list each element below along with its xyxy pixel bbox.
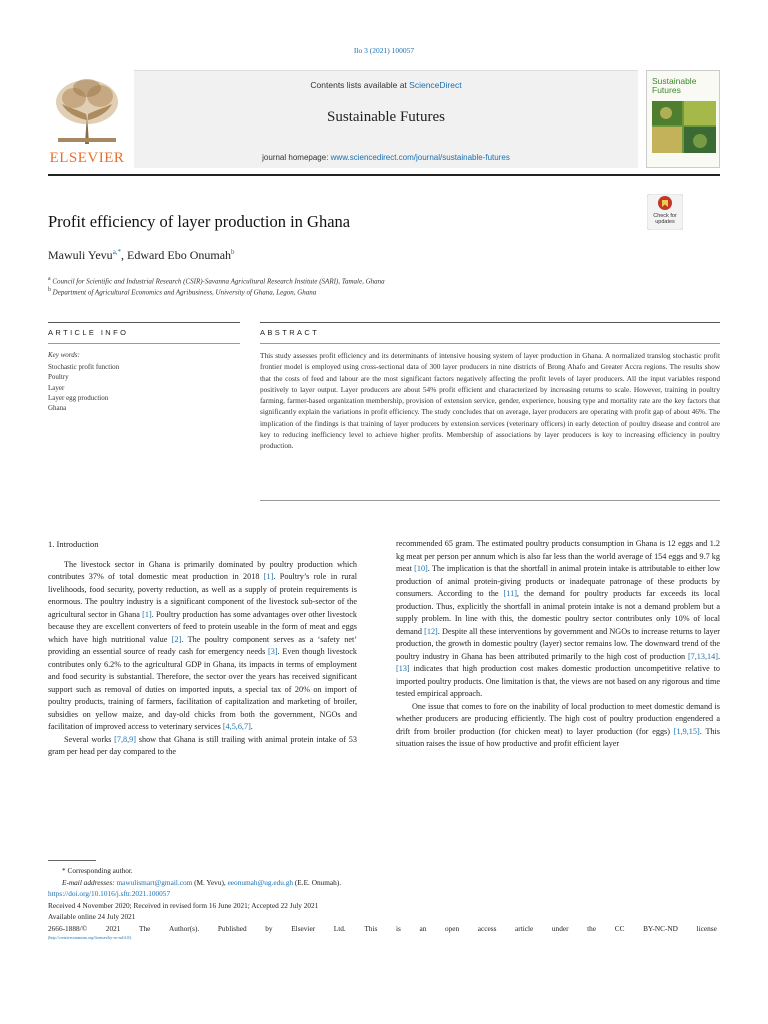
license-word: open — [444, 923, 460, 933]
citation-link[interactable]: [10] — [414, 564, 428, 573]
article-info-rule — [48, 343, 240, 344]
homepage-label: journal homepage: — [262, 153, 331, 162]
citation-link[interactable]: [13] — [396, 664, 410, 673]
email-owner: (E.E. Onumah). — [293, 877, 342, 887]
license-url-link[interactable]: (http://creativecommons.org/licenses/by-nc-nd/4.0/). — [48, 935, 133, 940]
email-label: E-mail addresses: — [62, 877, 117, 887]
citation-link[interactable]: [3] — [268, 647, 278, 656]
contents-line — [134, 80, 638, 90]
elsevier-wordmark: ELSEVIER — [49, 150, 125, 166]
body-text: Several works — [64, 734, 115, 744]
body-column-right — [396, 538, 720, 751]
citation-link[interactable]: [12] — [424, 626, 438, 636]
license-word: an — [419, 923, 427, 933]
license-word: Published — [217, 923, 247, 933]
license-word: the — [587, 923, 597, 933]
body-text: . Even though livestock contributes only 6.2% to the agricultural GDP in Ghana, its impacts in terms of employment and food security is substantial. Therefore, the sector over the years has received significant support such as removal of duties on imported inputs, a special tax of 20% on import of poultry products, training of farmers, facilitation of capitalization and marketing of broiler, subsidies on yellow maize, and day-old chicks from both the government, NGOs and facilitation of improved access to veterinary services — [48, 647, 357, 731]
body-text: . Poultry production has some advantages over other livestock because they are excellent converters of feed to protein useable in the form of meat and eggs which have high nutritional value — [48, 609, 357, 644]
corresponding-author-note: * Corresponding author. — [62, 866, 133, 875]
header-divider — [48, 174, 720, 176]
email-line — [48, 877, 720, 889]
citation-link[interactable]: [7,8,9] — [114, 734, 136, 744]
email-link-onumah[interactable]: eeonumah@ug.edu.gh — [227, 877, 294, 887]
received-dates: Received 4 November 2020; Received in revised form 16 June 2021; Accepted 22 July 2021 — [48, 900, 319, 910]
body-text: . The poultry component serves as a ‘safety net’ providing an essential source of ready cash for emergency needs — [48, 634, 357, 656]
journal-reference[interactable]: Ilo 3 (2021) 100057 — [353, 46, 415, 55]
keyword-item: Layer — [48, 383, 65, 392]
license-word: 2021 — [105, 923, 121, 933]
affiliation-b — [48, 287, 316, 296]
body-paragraph — [48, 734, 357, 759]
affiliation-text: Council for Scientific and Industrial Research (CSIR)-Savanna Agricultural Research Institute (SARI), Tamale, Ghana — [52, 277, 385, 286]
keyword-item: Poultry — [48, 373, 69, 382]
body-text: . This situation raises the issue of how productive and profit efficient layer — [396, 726, 720, 748]
license-word: Ltd. — [333, 923, 346, 933]
email-link-yevu[interactable]: mawulismart@gmail.com — [116, 877, 193, 887]
citation-link[interactable]: [1,9,15] — [673, 726, 700, 736]
body-paragraph — [396, 701, 720, 751]
citation-link[interactable]: [2] — [171, 634, 182, 644]
abstract-rule — [260, 343, 720, 344]
affiliation-marker: b — [48, 287, 51, 293]
abstract-rule-bottom — [260, 500, 720, 501]
body-text: . Despite all these interventions by government and NGOs to increase returns to layer production, the growth in domestic poultry (layer) sector remains low. The downward trend of the poultry industry in Ghana has been attributed primarily to the high cost of production — [396, 626, 720, 661]
license-word: access — [477, 923, 497, 933]
license-word: under — [551, 923, 569, 933]
article-info-heading: ARTICLE INFO — [48, 328, 129, 337]
author-name-yevu[interactable]: Mawuli Yevu — [48, 248, 113, 262]
email-owner: (M. Yevu), — [192, 877, 228, 887]
body-text: . The implication is that the shortfall in animal protein intake is attributable to either low production of animal protein-giving products or inadequate patronage of these products by consumers. According to the — [396, 564, 720, 598]
license-line — [48, 923, 717, 935]
body-column-left — [48, 538, 357, 759]
cover-title — [652, 77, 696, 95]
author-separator: , — [121, 248, 128, 262]
body-paragraph — [396, 538, 720, 701]
journal-header — [48, 70, 720, 168]
keyword-item: Stochastic profit function — [48, 363, 120, 371]
elsevier-logo[interactable] — [48, 70, 126, 168]
article-info-rule-top — [48, 322, 240, 323]
license-word: article — [515, 923, 534, 933]
license-word: Elsevier — [291, 923, 316, 933]
doi-link[interactable]: https://doi.org/10.1016/j.sftr.2021.100057 — [48, 889, 171, 898]
body-text: indicates that high production cost makes domestic production uncompetitive relative to imported poultry products. One limitation is that, the views are not based on any rigorous and time tested empirical approach. — [396, 664, 720, 698]
body-text: show that Ghana is still trailing with animal protein intake of 53 gram per head per day compared to the — [48, 734, 357, 756]
sciencedirect-link[interactable]: ScienceDirect — [409, 80, 462, 90]
journal-banner — [134, 70, 638, 168]
license-word: This — [364, 923, 378, 933]
body-text: One issue that comes to fore on the inability of local production to meet domestic demand is whether producers are producing efficiently. The high cost of poultry production engendered a drift from broiler production (for chicken meat) to layer production (for eggs) — [396, 701, 720, 736]
abstract-heading: ABSTRACT — [260, 328, 320, 337]
body-text: recommended 65 gram. The estimated poultry products consumption in Ghana is 12 eggs and 1.2 kg meat per person per annum which is also far less than the world average of 154 eggs and 9.7 kg meat — [396, 539, 720, 573]
citation-link[interactable]: [1] — [263, 572, 274, 581]
license-word: is — [395, 923, 401, 933]
license-word: BY-NC-ND — [643, 923, 678, 933]
affiliation-a — [48, 276, 385, 285]
author-affil-marker[interactable]: a,* — [112, 248, 122, 256]
available-online: Available online 24 July 2021 — [48, 912, 136, 921]
citation-link[interactable]: [1] — [142, 609, 152, 619]
article-title: Profit efficiency of layer production in Ghana — [48, 212, 351, 231]
license-word: license — [696, 923, 717, 933]
body-text: . — [250, 722, 253, 731]
author-list — [48, 248, 235, 263]
keyword-item: Layer egg production — [48, 393, 109, 402]
license-word: by — [265, 923, 273, 933]
body-paragraph — [48, 559, 357, 734]
citation-link[interactable]: [4,5,6,7] — [222, 722, 251, 731]
keyword-item: Ghana — [48, 404, 67, 413]
contents-prefix: Contents lists available at — [310, 80, 410, 90]
journal-cover-thumbnail[interactable] — [646, 70, 720, 168]
citation-link[interactable]: [7,13,14] — [687, 651, 718, 661]
footnote-divider — [48, 860, 96, 861]
body-text: The livestock sector in Ghana is primarily dominated by poultry production which contributes 37% of total domestic meat production in 2018 — [48, 559, 357, 581]
affiliation-marker: a — [48, 276, 51, 282]
author-name-onumah[interactable]: Edward Ebo Onumah — [127, 248, 232, 262]
keywords-list — [48, 362, 119, 413]
elsevier-tree-icon — [52, 76, 122, 146]
keywords-label: Key words: — [48, 351, 80, 359]
body-text: , the demand for poultry products far exceeds its local production. Thus, explicitly the shortfall in animal protein intake is not a demand problem but a supply problem. In line with this, the domestic poultry sector contributes only 10% of local demand — [396, 589, 720, 636]
abstract-text: This study assesses profit efficiency and its determinants of intensive housing system of layer production in Ghana. A normalized translog stochastic profit frontier model is employed using cross-sectional data of 300 layer producers in nine districts of Brong Ahafo and Greater Accra regions. The results show that the costs of feed and labour are the most significant factors negatively affecting the profit levels of layer producers. All the input variables respond positively to layer output. Layer producers are about 54% profit efficient and characterized by increasing returns to scale. However, training in poultry farming, farmer-based organization membership, provision of extension service, gender, experience, housing type and mortality rate are the key factors that significantly explain the variations in profit efficiency. The study concludes that on average, layer producers are operating with profit gap of about 46%. The implication of the findings is that training of layer producers by extension services (veterinary officers) in early detection of poultry disease and control are key to reducing inefficiency level to achieve higher profits. Membership of associations by layer producers is key to increasing efficiency in poultry production. — [260, 351, 720, 451]
abstract-rule-top — [260, 322, 720, 323]
section-heading-introduction: 1. Introduction — [48, 539, 99, 549]
journal-name: Sustainable Futures — [327, 109, 445, 125]
check-for-updates-label[interactable]: Check for updates — [653, 213, 677, 225]
author-affil-marker[interactable]: b — [231, 248, 235, 256]
license-word: 2666-1888/© — [48, 923, 88, 933]
citation-link[interactable]: [11] — [503, 589, 517, 598]
license-word: The — [139, 923, 151, 933]
cover-image — [652, 101, 716, 153]
cover-title-line1: Sustainable — [652, 76, 697, 86]
body-text: . Poultry’s role in rural livelihoods, food security, poverty reduction, as well as a supply of protein requirements is enormous. The poultry industry is a significant component of the livestock sub-sector of the agricultural sector in Ghana — [48, 572, 358, 619]
affiliation-text: Department of Agricultural Economics and Agribusiness, University of Ghana, Legon, Ghana — [52, 288, 317, 297]
license-word: Author(s). — [169, 923, 200, 933]
homepage-line — [134, 153, 638, 162]
cover-title-line2: Futures — [652, 85, 681, 95]
license-word: CC — [614, 923, 625, 933]
footnotes — [48, 865, 720, 941]
body-text: . — [717, 651, 720, 661]
journal-homepage-link[interactable]: www.sciencedirect.com/journal/sustainable-futures — [330, 153, 510, 162]
